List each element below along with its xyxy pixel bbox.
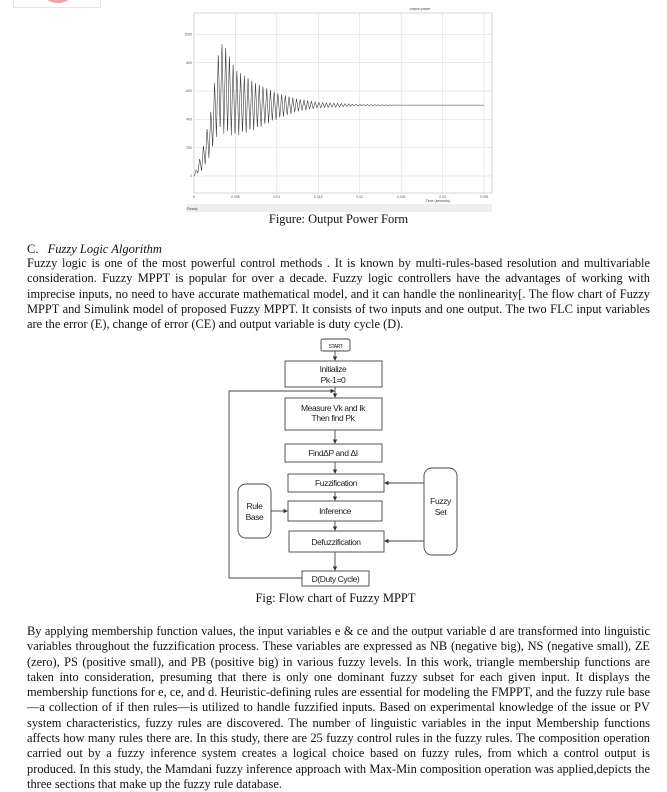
fuzzy-set-label-1: Fuzzy bbox=[430, 496, 451, 506]
rule-base-label-2: Base bbox=[245, 512, 264, 522]
section-number: C. bbox=[27, 242, 39, 256]
defuzzification-label: Defuzzification bbox=[311, 537, 361, 547]
find-delta-label: FindΔP and ΔI bbox=[308, 448, 358, 458]
fuzzy-set-label-2: Set bbox=[434, 507, 447, 517]
output-power-chart bbox=[180, 0, 500, 212]
paragraph-membership-rules: By applying membership function values, the input variables e & ce and the output variable d are transformed into linguistic variables throughout the fuzzification process. These variables are expressed as NB (negative big), NS (negative small), ZE (zero), PS (positive small), and PB (positive big) in various fuzzy levels. In this work, triangle membership functions are taken into consideration, presuming that there is only one dominant fuzzy subset for each given input. It displays the membership functions for e, ce, and d. Heuristic-defining rules are essential for modeling the FMPPT, and the fuzzy rule base—a collection of if then rules—is utilized to handle fuzzified inputs. Based on experimental knowledge of the issue or PV system characteristics, fuzzy rules are discovered. The number of linguistic variables in the input Membership functions affects how many rules there are. In this study, there are 25 fuzzy control rules in the fuzzy rules. The composition operation carried out by a fuzzy inference system creates a logical choice based on fuzzy rules, from which a control output is produced. In this study, the Mamdani fuzzy inference approach with Max-Min composition operation was applied,depicts the three sections that make up the fuzzy rule database. bbox=[27, 624, 650, 791]
x-tick-label: 0.015 bbox=[314, 195, 323, 199]
y-tick-label: 200 bbox=[186, 145, 192, 150]
chart-title: output power bbox=[409, 7, 431, 11]
x-axis-label: Time (seconds) bbox=[425, 199, 451, 203]
x-tick-label: 0.03 bbox=[439, 195, 446, 199]
x-tick-label: 0.01 bbox=[273, 195, 281, 199]
measure-label-2: Then find Pk bbox=[311, 413, 355, 423]
chart-grid bbox=[194, 13, 492, 193]
figure-caption-flowchart: Fig: Flow chart of Fuzzy MPPT bbox=[255, 591, 416, 605]
fuzzification-label: Fuzzification bbox=[314, 478, 358, 488]
x-tick-label: 0 bbox=[193, 195, 195, 199]
y-tick-label: 600 bbox=[186, 89, 192, 94]
section-title: Fuzzy Logic Algorithm bbox=[47, 242, 162, 256]
inference-label: Inference bbox=[319, 506, 351, 516]
y-tick-label: 400 bbox=[186, 117, 192, 122]
rule-base-node bbox=[238, 484, 271, 538]
x-tick-label: 0.035 bbox=[479, 195, 489, 199]
initialize-label-2: Pk-1=0 bbox=[320, 375, 346, 385]
x-tick-label: 0.02 bbox=[356, 195, 364, 199]
initialize-label-1: Initialize bbox=[319, 364, 347, 374]
plot-frame bbox=[194, 13, 492, 193]
status-bar bbox=[186, 204, 492, 212]
rule-base-label-1: Rule bbox=[246, 501, 263, 511]
fuzzy-mppt-flowchart bbox=[0, 330, 667, 595]
status-text: Ready bbox=[187, 207, 198, 211]
journal-logo bbox=[13, 0, 101, 8]
section-heading bbox=[27, 242, 162, 257]
duty-cycle-label: D(Duty Cycle) bbox=[311, 574, 360, 584]
y-tick-label: 800 bbox=[186, 60, 192, 65]
logo-mark bbox=[44, 0, 72, 3]
x-tick-label: 0.005 bbox=[231, 195, 240, 199]
figure-caption-output-power: Figure: Output Power Form bbox=[268, 212, 409, 226]
start-label: START bbox=[328, 344, 343, 350]
x-tick-label: 0.025 bbox=[396, 195, 406, 199]
paragraph-fuzzy-intro: Fuzzy logic is one of the most powerful control methods . It is known by multi-rules-based resolution and multivariable consideration. Fuzzy MPPT is popular for over a decade. Fuzzy logic controllers have the advantages of working with imprecise inputs, no need to have accurate mathematical model, and it can handle the nonlinearity[. The flow chart of Fuzzy MPPT and Simulink model of proposed Fuzzy MPPT. It consists of two inputs and one output. The two FLC input variables are the error (E), change of error (CE) and output variable is duty cycle (D). bbox=[27, 256, 650, 332]
y-tick-label: 0 bbox=[190, 174, 192, 179]
measure-label-1: Measure Vk and Ik bbox=[300, 403, 366, 413]
y-tick-label: 1000 bbox=[184, 32, 192, 37]
